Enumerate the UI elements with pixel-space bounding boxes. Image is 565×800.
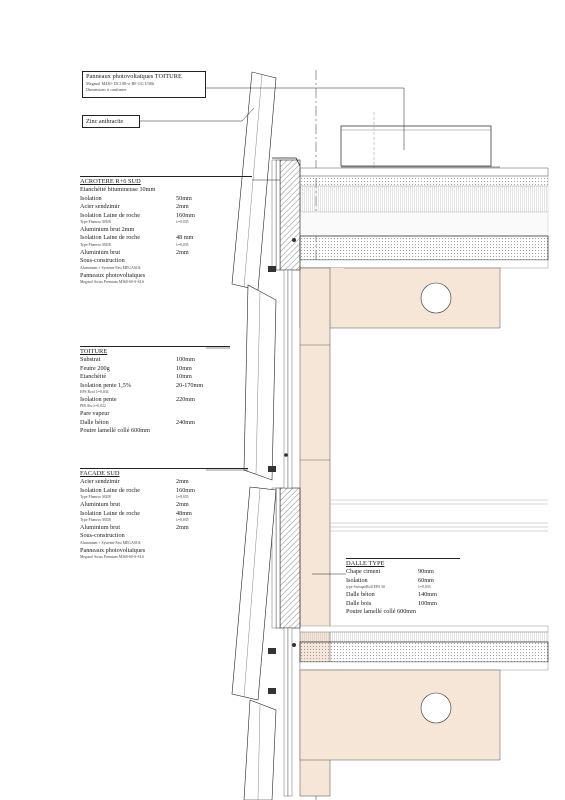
pv-roof-note: Dimensions à confirmer bbox=[86, 87, 127, 93]
facade-spec-value: 2mm bbox=[176, 501, 189, 509]
toiture-spec-label: Pare vapeur bbox=[80, 410, 110, 418]
facade-spec-value: λ=0,035 bbox=[176, 517, 189, 522]
floor-slab bbox=[300, 626, 548, 760]
toiture-spec-label: Etanchéité bbox=[80, 373, 107, 381]
toiture-spec-row bbox=[80, 427, 230, 435]
toiture-spec-row bbox=[80, 419, 230, 427]
acrotere-spec-label: Isolation bbox=[80, 194, 102, 202]
facade-spec-label: Sous-construction bbox=[80, 532, 125, 540]
facade-spec-label: Isolation Laine de roche bbox=[80, 486, 140, 494]
facade-spec bbox=[80, 468, 248, 561]
acrotere-spec-value: λ=0,035 bbox=[176, 219, 189, 224]
facade-spec-label: Type Flumroc MUR bbox=[80, 495, 111, 500]
zinc-box bbox=[82, 115, 140, 128]
acrotere-spec-label: Type Flumroc MUR bbox=[80, 219, 111, 224]
acrotere-spec-row bbox=[80, 203, 252, 211]
dalle-spec-row bbox=[346, 568, 460, 576]
pv-roof-title: Panneaux photovoltaïques TOITURE bbox=[86, 73, 182, 80]
acrotere-spec-label: Acier sendzimir bbox=[80, 203, 120, 211]
facade-title: FACADE SUD bbox=[80, 470, 120, 477]
pv-roof-box bbox=[82, 71, 206, 98]
dalle-spec-row bbox=[346, 591, 460, 599]
pv-roof-model: Megasol M430- DC108-w BF GG U30h bbox=[86, 81, 155, 87]
acrotere-spec-label: Panneaux photovoltaïques bbox=[80, 271, 146, 279]
acrotere-spec-value: 48 mm bbox=[176, 234, 194, 242]
toiture-spec-label: EPS Roof λ=0,034 bbox=[80, 389, 109, 394]
acrotere-spec-row bbox=[80, 195, 252, 203]
acrotere-spec-label: Sous-construction bbox=[80, 257, 125, 265]
toiture-spec-label: Isolation pente bbox=[80, 395, 117, 403]
acrotere-spec-row bbox=[80, 212, 252, 220]
dalle-spec-row bbox=[346, 600, 460, 608]
acrotere-spec-row bbox=[80, 272, 252, 280]
toiture-spec-label: Dalle béton bbox=[80, 418, 109, 426]
toiture-spec-row bbox=[80, 356, 230, 364]
acrotere-spec-value: 160mm bbox=[176, 211, 195, 219]
dalle-spec-value: λ=0,033 bbox=[418, 585, 431, 590]
acrotere-spec-label: Isolation Laine de roche bbox=[80, 234, 140, 242]
acrotere-spec-label: Etanchéité bitumineuse 10mm bbox=[80, 186, 156, 194]
facade-spec-row bbox=[80, 532, 248, 540]
roof-pv-panel bbox=[341, 112, 500, 172]
dalle-spec-row bbox=[346, 577, 460, 585]
facade-spec-row bbox=[80, 478, 248, 486]
facade-spec-row bbox=[80, 547, 248, 555]
middle-floor-lines bbox=[330, 500, 548, 531]
toiture-spec-value: 10mm bbox=[176, 364, 192, 372]
dalle-spec-value: 60mm bbox=[418, 576, 434, 584]
facade-spec-row bbox=[80, 487, 248, 495]
facade-spec-label: Acier sendzimir bbox=[80, 478, 120, 486]
dalle-spec-label: type SwisspoRoll EPS 30 bbox=[346, 585, 385, 590]
toiture-spec-label: Isolation pente 1,5% bbox=[80, 381, 132, 389]
acrotere-spec-value: 2mm bbox=[176, 248, 189, 256]
toiture-spec-label: Substrat bbox=[80, 356, 101, 364]
dalle-spec-label: Isolation bbox=[346, 576, 368, 584]
facade-spec-label: Panneaux photovoltaïques bbox=[80, 546, 146, 554]
acrotere-spec bbox=[80, 176, 252, 286]
acrotere-spec-row bbox=[80, 257, 252, 265]
acrotere-spec-row bbox=[80, 280, 252, 286]
toiture-title: TOITURE bbox=[80, 348, 108, 355]
facade-spec-row bbox=[80, 501, 248, 509]
facade-spec-label: Type Flumroc MUR bbox=[80, 517, 111, 522]
toiture-spec-row bbox=[80, 382, 230, 390]
toiture-spec-value: 220mm bbox=[176, 395, 195, 403]
facade-spec-value: 160mm bbox=[176, 486, 195, 494]
acrotere-spec-label: Aluminium + Systeme Fast MEGASOL bbox=[80, 265, 141, 270]
facade-spec-row bbox=[80, 510, 248, 518]
dalle-spec bbox=[346, 558, 460, 616]
dalle-spec-value: 140mm bbox=[418, 591, 437, 599]
facade-spec-value: 2mm bbox=[176, 478, 189, 486]
acrotere-spec-value: 2mm bbox=[176, 203, 189, 211]
toiture-spec-value: 10mm bbox=[176, 373, 192, 381]
dalle-spec-label: Dalle bois bbox=[346, 599, 372, 607]
toiture-spec-label: PIR Alu λ=0,022 bbox=[80, 404, 106, 409]
dalle-spec-value: 90mm bbox=[418, 568, 434, 576]
acrotere-spec-row bbox=[80, 186, 252, 194]
facade-wall bbox=[272, 158, 300, 796]
toiture-spec-row bbox=[80, 396, 230, 404]
facade-spec-value: λ=0,035 bbox=[176, 495, 189, 500]
toiture-spec-row bbox=[80, 373, 230, 381]
toiture-spec-label: Feutre 200g bbox=[80, 364, 110, 372]
facade-spec-label: Aluminium + Systeme Fast MEGASOL bbox=[80, 540, 141, 545]
toiture-spec-row bbox=[80, 365, 230, 373]
acrotere-spec-label: Aluminium brut 2mm bbox=[80, 225, 135, 233]
acrotere-spec-value: 50mm bbox=[176, 194, 192, 202]
acrotere-title: ACROTERE R+6 SUD bbox=[80, 178, 141, 185]
acrotere-spec-row bbox=[80, 234, 252, 242]
dalle-spec-label: Dalle béton bbox=[346, 591, 375, 599]
facade-spec-row bbox=[80, 524, 248, 532]
facade-spec-value: 48mm bbox=[176, 509, 192, 517]
roof-buildup bbox=[300, 168, 548, 328]
acrotere-spec-value: λ=0,035 bbox=[176, 242, 189, 247]
facade-spec-label: Isolation Laine de roche bbox=[80, 509, 140, 517]
toiture-spec bbox=[80, 346, 230, 436]
acrotere-spec-label: Aluminium brut bbox=[80, 248, 121, 256]
toiture-spec-value: 100mm bbox=[176, 356, 195, 364]
facade-spec-label: Aluminium brut bbox=[80, 501, 121, 509]
dalle-spec-label: Poutre lamellé collé 600mm bbox=[346, 607, 416, 615]
zinc-label: Zinc anthracite bbox=[86, 118, 124, 125]
dalle-spec-label: Chape ciment bbox=[346, 568, 381, 576]
acrotere-spec-label: Isolation Laine de roche bbox=[80, 211, 140, 219]
toiture-spec-value: 20-170mm bbox=[176, 381, 204, 389]
facade-spec-label: Aluminium brut bbox=[80, 523, 121, 531]
dalle-spec-row bbox=[346, 608, 460, 616]
facade-spec-label: Megasol Swiss Premium M360-60-S-SLS bbox=[80, 555, 145, 560]
acrotere-spec-row bbox=[80, 226, 252, 234]
dalle-spec-value: 100mm bbox=[418, 599, 437, 607]
acrotere-spec-label: Type Flumroc MUR bbox=[80, 242, 111, 247]
dalle-title: DALLE TYPE bbox=[346, 560, 385, 567]
facade-spec-value: 2mm bbox=[176, 523, 189, 531]
toiture-spec-row bbox=[80, 410, 230, 418]
acrotere-spec-row bbox=[80, 249, 252, 257]
toiture-spec-value: 240mm bbox=[176, 418, 195, 426]
acrotere-spec-label: Megasol Swiss Premium M360-60-S-SLS bbox=[80, 279, 145, 284]
facade-spec-row bbox=[80, 555, 248, 561]
toiture-spec-label: Poutre lamellé collé 600mm bbox=[80, 427, 150, 435]
